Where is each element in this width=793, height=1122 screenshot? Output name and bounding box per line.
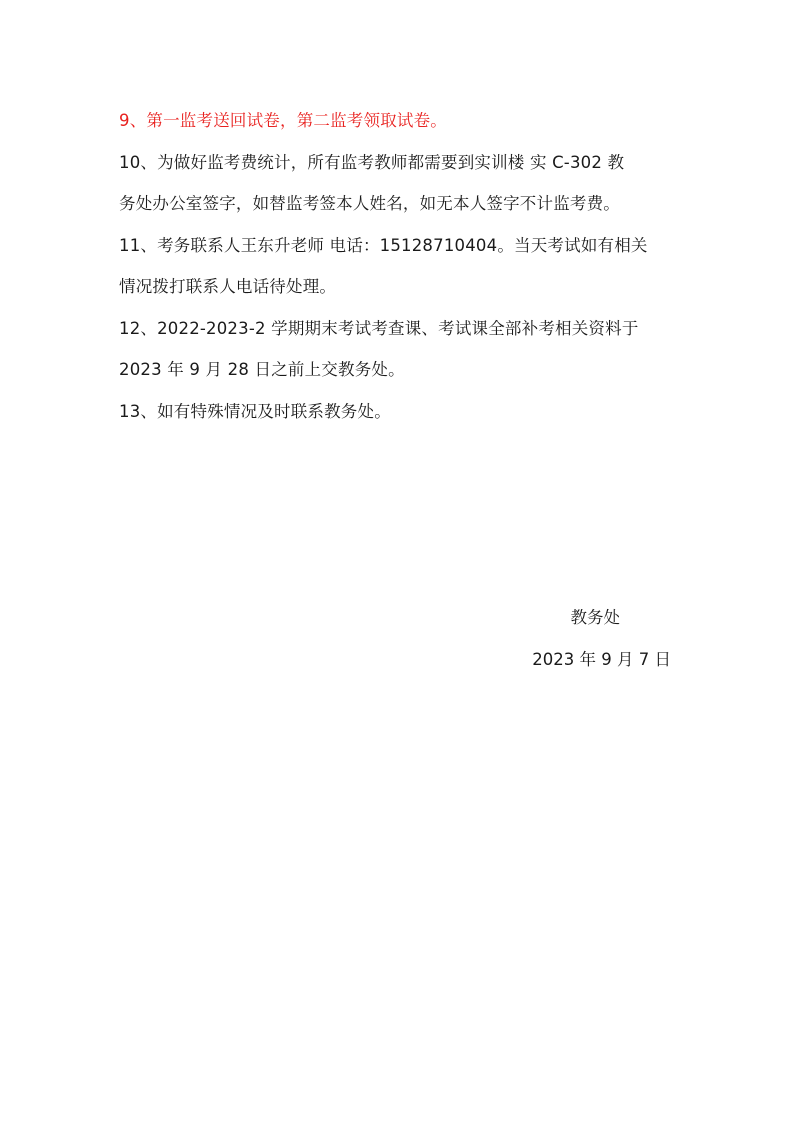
signature-block [532,597,671,680]
notice-items [119,100,679,432]
item-11-line-2: 情况拨打联系人电话待处理。 [119,277,337,296]
signature-department: 教务处 [570,608,620,627]
item-9-line-1: 9、第一监考送回试卷，第二监考领取试卷。 [119,111,447,130]
signature-date: 2023 年 9 月 7 日 [532,649,671,669]
item-12-line-1: 12、2022-2023-2 学期期末考试考查课、考试课全部补考相关资料于 [119,318,639,338]
item-12-line-2: 2023 年 9 月 28 日之前上交教务处。 [119,360,405,379]
item-10-line-2: 务处办公室签字，如替监考签本人姓名，如无本人签字不计监考费。 [119,194,620,213]
item-11-line-1: 11、考务联系人王东升老师 电话：15128710404。当天考试如有相关 [119,235,648,255]
item-13-line-1: 13、如有特殊情况及时联系教务处。 [119,401,391,421]
item-10-line-1: 10、为做好监考费统计，所有监考教师都需要到实训楼 实 C-302 教 [119,152,625,172]
